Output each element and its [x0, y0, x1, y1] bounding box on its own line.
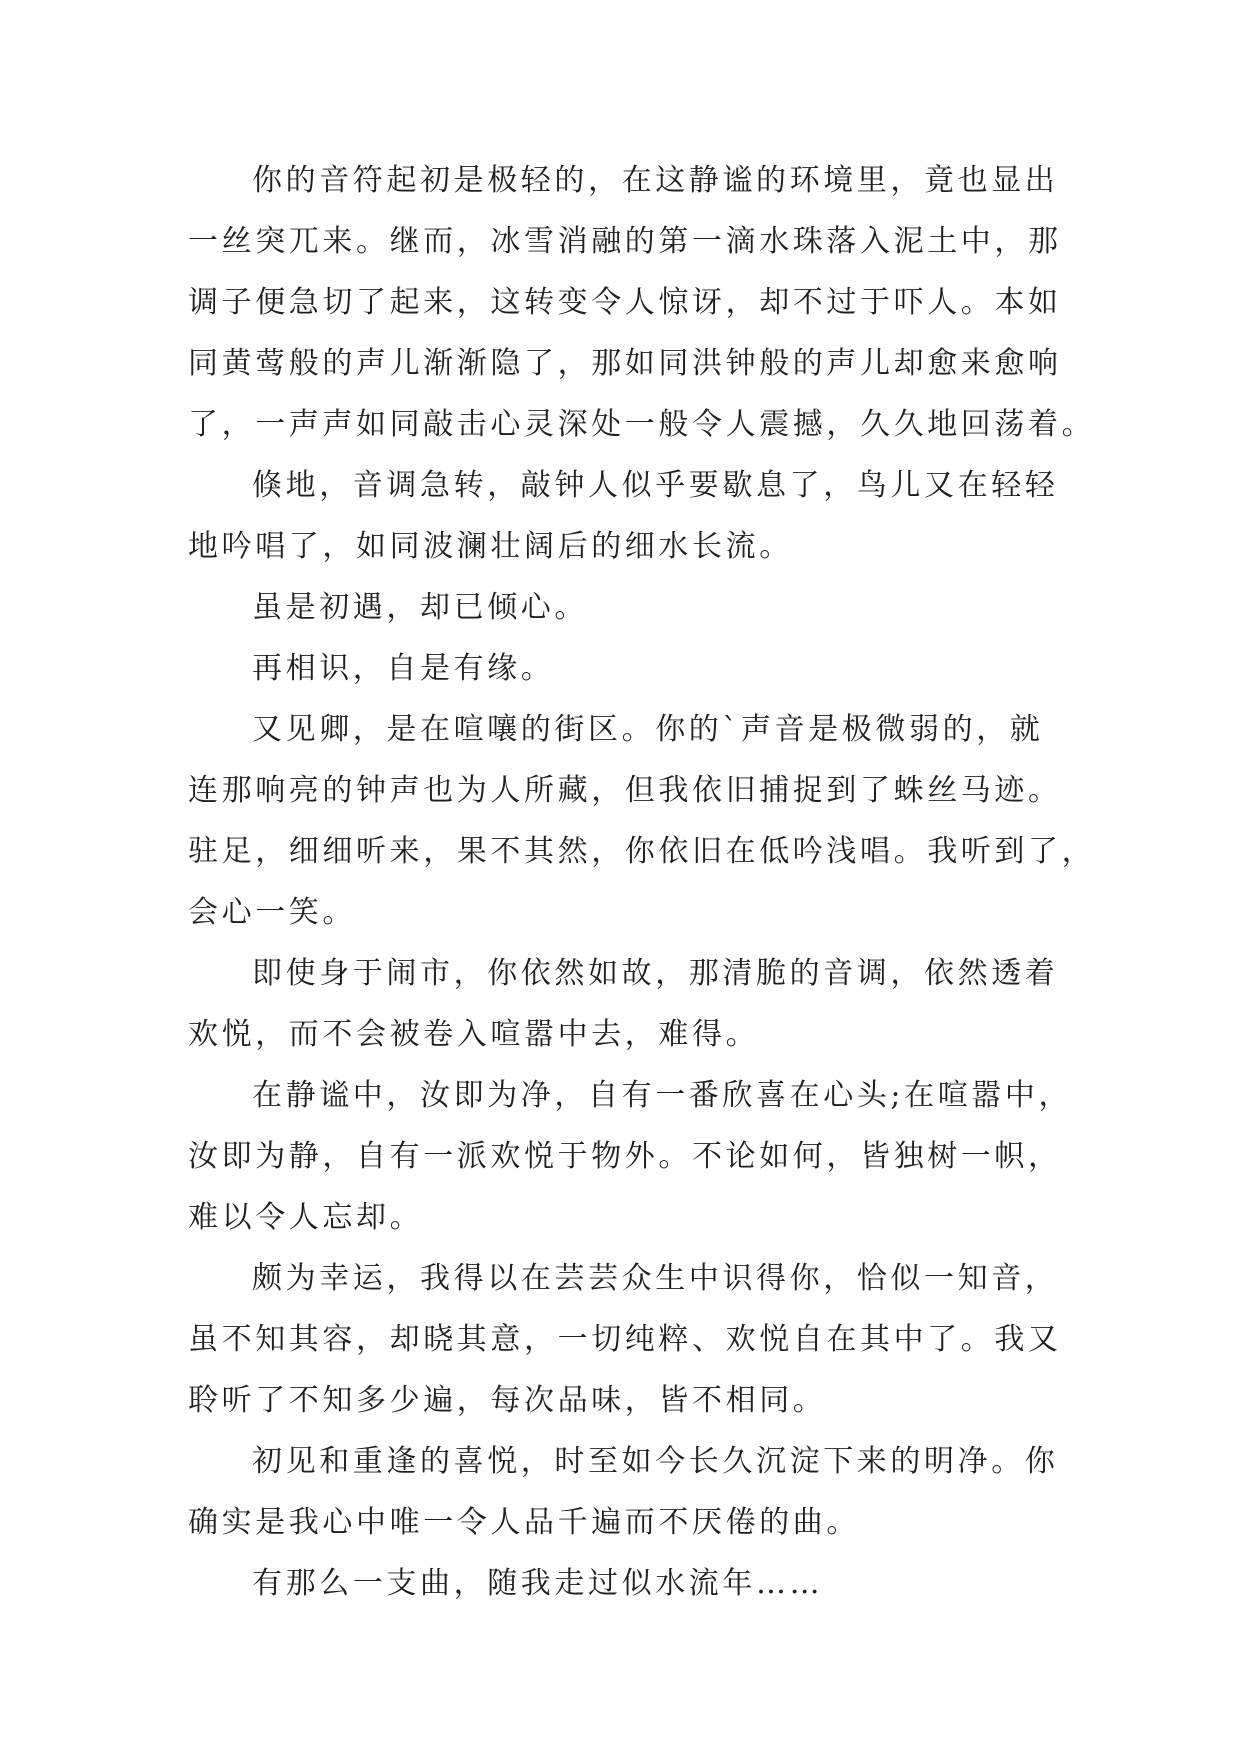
- text-line: 又见卿，是在喧嚷的街区。你的`声音是极微弱的，就: [252, 712, 1044, 747]
- text-line: 在静谧中，汝即为净，自有一番欣喜在心头;在喧嚣中，: [252, 1078, 1073, 1113]
- text-line: 会心一笑。: [188, 895, 356, 930]
- text-line: 连那响亮的钟声也为人所藏，但我依旧捕捉到了蛛丝马迹。: [188, 773, 1062, 808]
- text-line: 调子便急切了起来，这转变令人惊讶，却不过于吓人。本如: [188, 285, 1062, 320]
- text-line: 难以令人忘却。: [188, 1200, 424, 1235]
- text-line: 驻足，细细听来，果不其然，你依旧在低吟浅唱。我听到了，: [188, 834, 1096, 869]
- text-line: 你的音符起初是极轻的，在这静谧的环境里，竟也显出: [252, 163, 1059, 198]
- text-line: 地吟唱了，如同波澜壮阔后的细水长流。: [188, 529, 793, 564]
- text-line: 即使身于闹市，你依然如故，那清脆的音调，依然透着: [252, 956, 1059, 991]
- text-line: 初见和重逢的喜悦，时至如今长久沉淀下来的明净。你: [252, 1444, 1059, 1479]
- text-line: 虽不知其容，却晓其意，一切纯粹、欢悦自在其中了。我又: [188, 1322, 1062, 1357]
- text-line: 聆听了不知多少遍，每次品味，皆不相同。: [188, 1383, 827, 1418]
- text-line: 倏地，音调急转，敲钟人似乎要歇息了，鸟儿又在轻轻: [252, 468, 1059, 503]
- text-line: 再相识，自是有缘。: [252, 651, 555, 686]
- text-line: 汝即为静，自有一派欢悦于物外。不论如何，皆独树一帜，: [188, 1139, 1062, 1174]
- text-line: 确实是我心中唯一令人品千遍而不厌倦的曲。: [188, 1505, 860, 1540]
- text-line: 欢悦，而不会被卷入喧嚣中去，难得。: [188, 1017, 760, 1052]
- text-line: 同黄莺般的声儿渐渐隐了，那如同洪钟般的声儿却愈来愈响: [188, 346, 1062, 381]
- text-line: 颇为幸运，我得以在芸芸众生中识得你，恰似一知音，: [252, 1261, 1059, 1296]
- text-line: 虽是初遇，却已倾心。: [252, 590, 588, 625]
- text-line: 了，一声声如同敲击心灵深处一般令人震撼，久久地回荡着。: [188, 407, 1096, 442]
- text-line: 有那么一支曲，随我走过似水流年……: [252, 1566, 824, 1601]
- document-body: [188, 150, 1096, 1614]
- text-line: 一丝突兀来。继而，冰雪消融的第一滴水珠落入泥土中，那: [188, 224, 1062, 259]
